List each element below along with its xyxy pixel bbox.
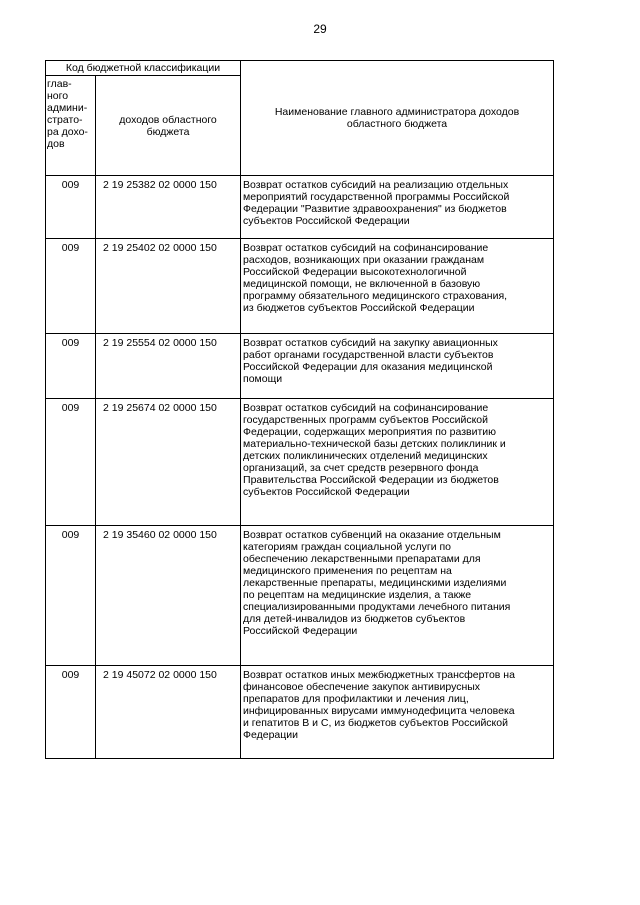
- description-line: Возврат остатков иных межбюджетных трансфертов на: [243, 669, 515, 681]
- admin-code-cell: 009: [46, 176, 96, 239]
- description-line: категориям граждан социальной услуги по: [243, 541, 452, 553]
- description-line: Федерации, содержащих мероприятия по развитию: [243, 426, 497, 438]
- description-line: инфицированных вирусами иммунодефицита человека: [243, 705, 515, 717]
- budget-code-cell: 2 19 25402 02 0000 150: [96, 239, 241, 334]
- description-line: субъектов Российской Федерации: [243, 486, 410, 498]
- admin-code-cell: 009: [46, 399, 96, 526]
- description-line: субъектов Российской Федерации: [243, 215, 410, 227]
- description-cell: [241, 666, 554, 759]
- table-row: [46, 176, 554, 239]
- description-line: специализированными продуктами лечебного питания: [243, 601, 511, 613]
- header-admin-line: ного: [47, 90, 69, 102]
- description-line: медицинской помощи, не включенной в базовую: [243, 278, 481, 290]
- description-line: из бюджетов субъектов Российской Федерации: [243, 302, 475, 314]
- description-cell: [241, 239, 554, 334]
- description-line: мероприятий государственной программы Российской: [243, 191, 510, 203]
- header-budget-code-group: Код бюджетной классификации: [46, 61, 241, 76]
- description-line: Возврат остатков субвенций на оказание отдельным: [243, 529, 501, 541]
- description-line: Возврат остатков субсидий на реализацию отдельных: [243, 179, 509, 191]
- description-line: Возврат остатков субсидий на софинансирование: [243, 242, 489, 254]
- header-admin-line: админи-: [47, 102, 88, 114]
- description-line: Федерации "Развитие здравоохранения" из бюджетов: [243, 203, 507, 215]
- description-line: Правительства Российской Федерации из бюджетов: [243, 474, 499, 486]
- description-line: лекарственные препараты, медицинскими изделиями: [243, 577, 507, 589]
- description-line: для детей-инвалидов из бюджетов субъектов: [243, 613, 466, 625]
- table-row: [46, 334, 554, 399]
- description-line: работ органами государственной власти субъектов: [243, 349, 494, 361]
- admin-code-cell: 009: [46, 334, 96, 399]
- table-row: [46, 399, 554, 526]
- description-line: по рецептам на медицинские изделия, а также: [243, 589, 472, 601]
- page-number: 29: [313, 22, 327, 36]
- description-line: помощи: [243, 373, 283, 385]
- table-row: [46, 526, 554, 666]
- description-line: Российской Федерации для оказания медицинской: [243, 361, 493, 373]
- description-line: государственных программ субъектов Российской: [243, 414, 489, 426]
- description-line: материально-технической базы детских поликлиник и: [243, 438, 506, 450]
- admin-code-cell: 009: [46, 666, 96, 759]
- table-row: [46, 239, 554, 334]
- description-line: обеспечению лекарственными препаратами для: [243, 553, 481, 565]
- description-line: Возврат остатков субсидий на закупку авиационных: [243, 337, 498, 349]
- header-admin-line: глав-: [47, 78, 72, 90]
- header-admin-line: страто-: [47, 114, 83, 126]
- header-admin-line: дов: [47, 138, 65, 150]
- description-cell: [241, 334, 554, 399]
- header-administrator-name: Наименование главного администратора доходов областного бюджета: [241, 61, 554, 176]
- header-regional-budget-income: доходов областного бюджета: [96, 76, 241, 176]
- admin-code-cell: 009: [46, 526, 96, 666]
- description-cell: [241, 399, 554, 526]
- header-admin-line: ра дохо-: [47, 126, 88, 138]
- table-row: [46, 666, 554, 759]
- budget-code-cell: 2 19 25674 02 0000 150: [96, 399, 241, 526]
- description-line: организаций, за счет средств резервного фонда: [243, 462, 479, 474]
- description-line: Возврат остатков субсидий на софинансирование: [243, 402, 489, 414]
- description-line: и гепатитов B и C, из бюджетов субъектов Российской: [243, 717, 508, 729]
- description-line: Российской Федерации: [243, 625, 358, 637]
- admin-code-cell: 009: [46, 239, 96, 334]
- description-cell: [241, 526, 554, 666]
- budget-code-cell: 2 19 45072 02 0000 150: [96, 666, 241, 759]
- description-line: программу обязательного медицинского страхования,: [243, 290, 508, 302]
- description-line: финансовое обеспечение закупок антивирусных: [243, 681, 481, 693]
- description-line: Российской Федерации высокотехнологичной: [243, 266, 467, 278]
- budget-code-cell: 2 19 25382 02 0000 150: [96, 176, 241, 239]
- description-line: детских поликлинических отделений медицинских: [243, 450, 488, 462]
- budget-code-cell: 2 19 35460 02 0000 150: [96, 526, 241, 666]
- description-line: препаратов для профилактики и лечения лиц,: [243, 693, 469, 705]
- description-line: расходов, возникающих при оказании гражданам: [243, 254, 485, 266]
- header-chief-administrator: [46, 76, 96, 176]
- description-cell: [241, 176, 554, 239]
- description-line: медицинского применения по рецептам на: [243, 565, 452, 577]
- description-line: Федерации: [243, 729, 298, 741]
- budget-code-cell: 2 19 25554 02 0000 150: [96, 334, 241, 399]
- header-row-group: [46, 61, 554, 76]
- budget-classification-table: [45, 60, 554, 759]
